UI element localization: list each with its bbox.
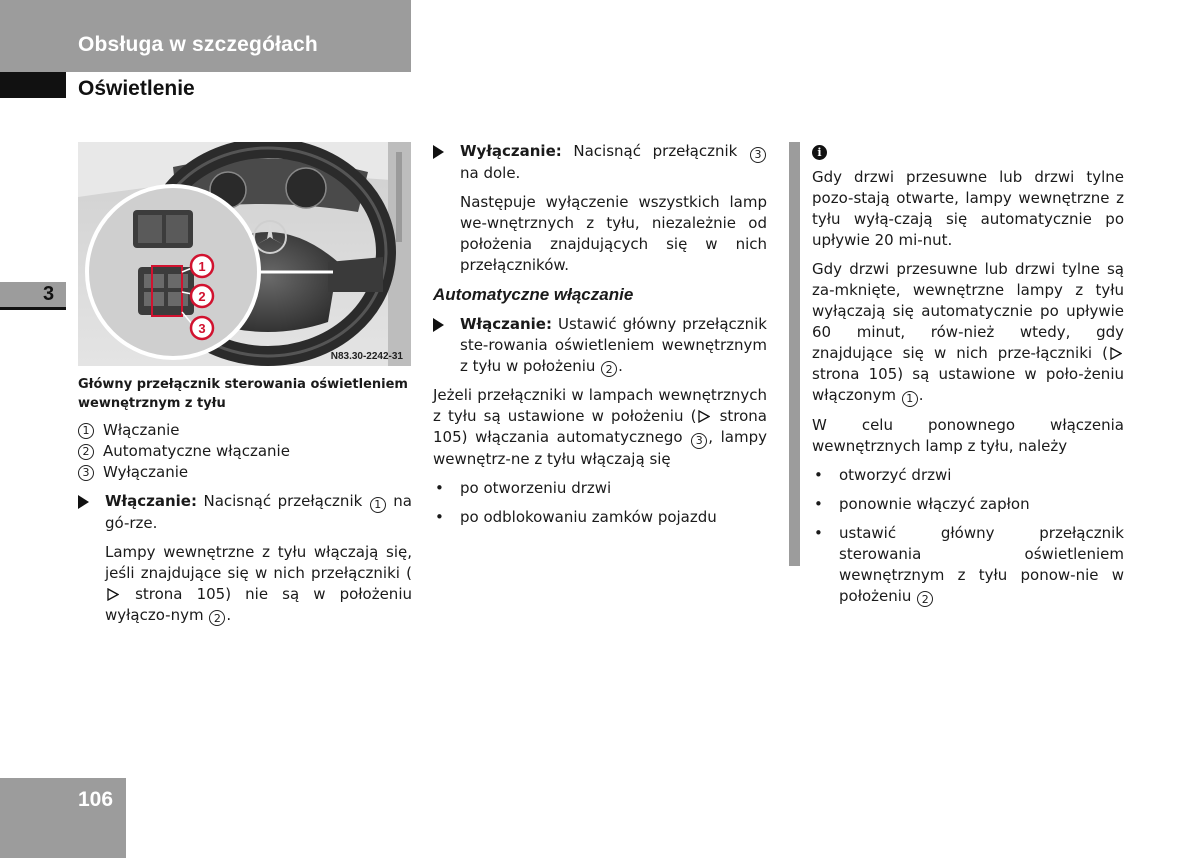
column-left (78, 420, 412, 626)
list-item: • ustawić główny przełącznik sterowania oświetleniem wewnętrznym z tyłu ponow-nie w położeniu 2 (812, 523, 1124, 608)
list-item: • po otworzeniu drzwi (433, 478, 767, 499)
chapter-tab (0, 282, 66, 310)
arrow-right-icon (433, 145, 444, 159)
page-reference-icon (698, 410, 710, 423)
steering-wheel-figure (78, 142, 411, 366)
paragraph-switch-on-info: Lampy wewnętrzne z tyłu włączają się, jeśli znajdujące się w nich przełączniki ( strona 105) nie są w położeniu wyłączo-nym 2 . (105, 542, 412, 625)
legend-item: 1 Włączanie (78, 420, 412, 441)
steering-wheel-illustration (78, 142, 411, 366)
info-paragraph-2: Gdy drzwi przesuwne lub drzwi tylne są za-mknięte, wewnętrzne lampy z tyłu wyłączają się automatycznie po upływie 60 minut, rów-nież wtedy, gdy znajdujące się w nich prze-łączniki ( strona 105) są ustawione w poło-żeniu włączonym 1 . (812, 260, 1124, 405)
info-box (812, 141, 1124, 607)
page-number: 106 (78, 788, 114, 811)
callout-1 (191, 255, 213, 277)
section-marker-bar (0, 72, 66, 98)
figure-code: N83.30-2242-31 (330, 351, 403, 362)
chapter-number: 3 (43, 283, 55, 305)
subheading-auto: Automatyczne włączanie (433, 284, 634, 304)
list-item: • po odblokowaniu zamków pojazdu (433, 507, 767, 528)
info-paragraph-3: W celu ponownego włączenia wewnętrznych lamp z tyłu, należy (812, 415, 1124, 455)
arrow-right-icon (78, 495, 89, 509)
page-reference-icon (1110, 347, 1122, 360)
svg-text:1: 1 (198, 259, 206, 274)
info-paragraph-1: Gdy drzwi przesuwne lub drzwi tylne pozo-stają otwarte, lampy wewnętrzne z tyłu wyłą-czają się automatycznie po upływie 20 mi-nut. (812, 168, 1124, 249)
section-title: Oświetlenie (78, 77, 195, 100)
legend-item: 2 Automatyczne włączanie (78, 441, 412, 462)
list-item: • otworzyć drzwi (812, 465, 1124, 486)
info-icon: i (812, 145, 827, 160)
legend-item: 3 Wyłączanie (78, 462, 412, 483)
page-reference-icon (107, 588, 119, 601)
chapter-title: Obsługa w szczegółach (78, 33, 318, 56)
info-side-bar (789, 142, 800, 566)
list-item: • ponownie włączyć zapłon (812, 494, 1124, 515)
svg-text:3: 3 (198, 321, 206, 336)
callout-3 (191, 317, 213, 339)
step-switch-on: Włączanie: Nacisnąć przełącznik 1 na gó-rze. (78, 491, 412, 534)
column-middle (433, 141, 767, 528)
step-switch-off: Wyłączanie: Nacisnąć przełącznik 3 na dole. (433, 141, 767, 184)
step-auto-on: Włączanie: Ustawić główny przełącznik ste-rowania oświetleniem wewnętrznym z tyłu w położeniu 2 . (433, 314, 767, 378)
paragraph-switch-off-info: Następuje wyłączenie wszystkich lamp we-wnętrznych z tyłu, niezależnie od położenia znajdujących się w nich przełączników. (460, 192, 767, 274)
svg-text:2: 2 (198, 289, 206, 304)
callout-2 (191, 285, 213, 307)
arrow-right-icon (433, 318, 444, 332)
paragraph-auto-info: Jeżeli przełączniki w lampach wewnętrznych z tyłu są ustawione w położeniu ( strona 105) włączania automatycznego 3 , lampy wewnętrz-ne z tyłu włączają się (433, 386, 768, 468)
figure-caption: Główny przełącznik sterowania oświetleniem wewnętrznym z tyłu (78, 377, 408, 411)
